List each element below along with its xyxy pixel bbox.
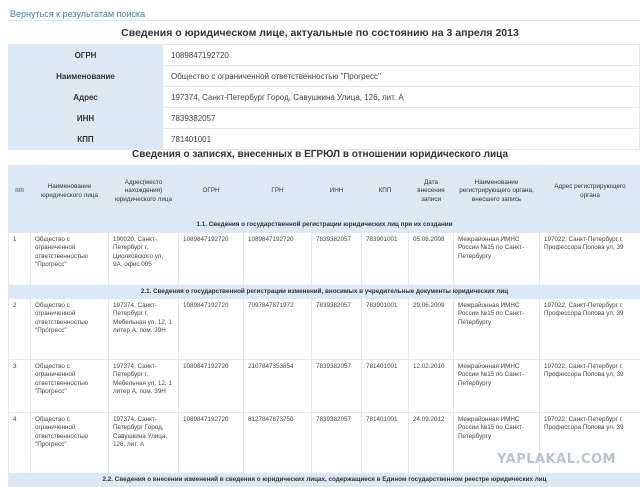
cell-ogrn: 1089847192720 — [179, 360, 244, 413]
info-value: 197374, Санкт-Петербург Город, Савушкина Улица, 126, лит. А — [163, 87, 640, 108]
cell-org-address: 197022, Санкт-Петербург г, Профессора Попова ул, 39 — [540, 360, 640, 413]
cell-ogrn: 1089847192720 — [179, 299, 244, 360]
cell-address: 190020, Санкт-Петербург г, Циолковского ул, 9А, офис 005 — [109, 233, 179, 286]
info-row-name — [9, 66, 640, 87]
info-key: КПП — [9, 129, 163, 150]
records-header-row — [9, 166, 640, 218]
cell-org: Межрайонная ИМНС России №15 по Санкт-Петербургу — [454, 299, 540, 360]
row-number: 3 — [9, 360, 31, 413]
cell-inn: 7839382057 — [312, 233, 362, 286]
cell-grn: 7097847871972 — [244, 299, 312, 360]
section-title: 1.1. Сведения о государственной регистрации юридических лиц при их создании — [9, 218, 640, 233]
section-row — [9, 218, 640, 233]
cell-name: Общество с ограниченной ответственностью "Прогресс" — [31, 360, 109, 413]
info-key: Адрес — [9, 87, 163, 108]
cell-org-address: 197022, Санкт-Петербург г, Профессора Попова ул, 39 — [540, 299, 640, 360]
cell-date: 12.02.2010 — [409, 360, 454, 413]
cell-kpp: 781401001 — [362, 413, 409, 474]
cell-grn: 8127847873750 — [244, 413, 312, 474]
cell-inn: 7839382057 — [312, 299, 362, 360]
page-title: Сведения о юридическом лице, актуальные по состоянию на 3 апреля 2013 — [121, 27, 519, 39]
cell-name: Общество с ограниченной ответственностью "Прогресс" — [31, 233, 109, 286]
cell-grn: 2107847353854 — [244, 360, 312, 413]
cell-date: 24.09.2012 — [409, 413, 454, 474]
column-header: ГРН — [244, 166, 312, 218]
cell-address: 197374, Санкт-Петербург Город, Савушкина Улица, 126, лит. А — [109, 413, 179, 474]
row-number: 1 — [9, 233, 31, 286]
cell-address: 197374, Санкт-Петербург г, Мебельная ул, 12, 1 литер А, пом. 39Н — [109, 299, 179, 360]
info-row-inn — [9, 108, 640, 129]
info-row-ogrn — [9, 45, 640, 66]
records-title: Сведения о записях, внесенных в ЕГРЮЛ в отношении юридического лица — [131, 149, 509, 160]
row-number: 2 — [9, 299, 31, 360]
column-header: Наименование регистрирующего органа, внесшего запись — [454, 166, 540, 218]
column-header: ИНН — [312, 166, 362, 218]
cell-date: 29.06.2009 — [409, 299, 454, 360]
cell-kpp: 783901001 — [362, 299, 409, 360]
back-to-results-link[interactable]: Вернуться к результатам поиска — [10, 9, 146, 19]
info-row-address — [9, 87, 640, 108]
row-number: 4 — [9, 413, 31, 474]
cell-address: 197374, Санкт-Петербург г, Мебельная ул, 12, 1 литер А, пом. 39Н — [109, 360, 179, 413]
cell-ogrn: 1089847192720 — [179, 413, 244, 474]
info-row-kpp — [9, 129, 640, 150]
column-header: Дата внесения записи — [409, 166, 454, 218]
cell-grn: 1089847192720 — [244, 233, 312, 286]
cell-date: 05.08.2008 — [409, 233, 454, 286]
section-row — [9, 286, 640, 299]
cell-org: Межрайонная ИМНС России №15 по Санкт-Петербургу — [454, 413, 540, 474]
cell-kpp: 783901001 — [362, 233, 409, 286]
cell-inn: 7839382057 — [312, 360, 362, 413]
records-table — [8, 165, 640, 487]
cell-org-address: 197022, Санкт-Петербург г, Профессора Попова ул, 39 — [540, 413, 640, 474]
info-value: 7839382057 — [163, 108, 640, 129]
section-title: 2.2. Сведения о внесении изменений в сведения о юридических лицах, содержащиеся в Едином государственном реестре юридических лиц — [9, 474, 640, 487]
info-key: ОГРН — [9, 45, 163, 66]
table-row — [9, 233, 640, 286]
table-row — [9, 299, 640, 360]
info-key: ИНН — [9, 108, 163, 129]
cell-kpp: 781401001 — [362, 360, 409, 413]
cell-org: Межрайонная ИМНС России №15 по Санкт-Петербургу — [454, 233, 540, 286]
table-row — [9, 360, 640, 413]
watermark: YAPLAKAL.COM — [497, 452, 616, 467]
cell-org: Межрайонная ИМНС России №15 по Санкт-Петербургу — [454, 360, 540, 413]
cell-name: Общество с ограниченной ответственностью "Прогресс" — [31, 413, 109, 474]
entity-info-table — [8, 44, 640, 150]
column-header: Адрес регистрирующего органа — [540, 166, 640, 218]
cell-name: Общество с ограниченной ответственностью "Прогресс" — [31, 299, 109, 360]
column-header: Адрес(место нахождения) юридического лица — [109, 166, 179, 218]
cell-ogrn: 1089847192720 — [179, 233, 244, 286]
info-value: 1089847192720 — [163, 45, 640, 66]
column-header: п/п — [9, 166, 31, 218]
cell-inn: 7839382057 — [312, 413, 362, 474]
info-key: Наименование — [9, 66, 163, 87]
column-header: Наименование юридического лица — [31, 166, 109, 218]
cell-org-address: 197022, Санкт-Петербург г, Профессора Попова ул, 39 — [540, 233, 640, 286]
top-divider — [8, 20, 640, 21]
column-header: ОГРН — [179, 166, 244, 218]
section-row — [9, 474, 640, 487]
column-header: КПП — [362, 166, 409, 218]
info-value: 781401001 — [163, 129, 640, 150]
info-value: Общество с ограниченной ответственностью "Прогресс" — [163, 66, 640, 87]
section-title: 2.1. Сведения о государственной регистрации изменений, вносимых в учредительные документы юридических лиц — [9, 286, 640, 299]
